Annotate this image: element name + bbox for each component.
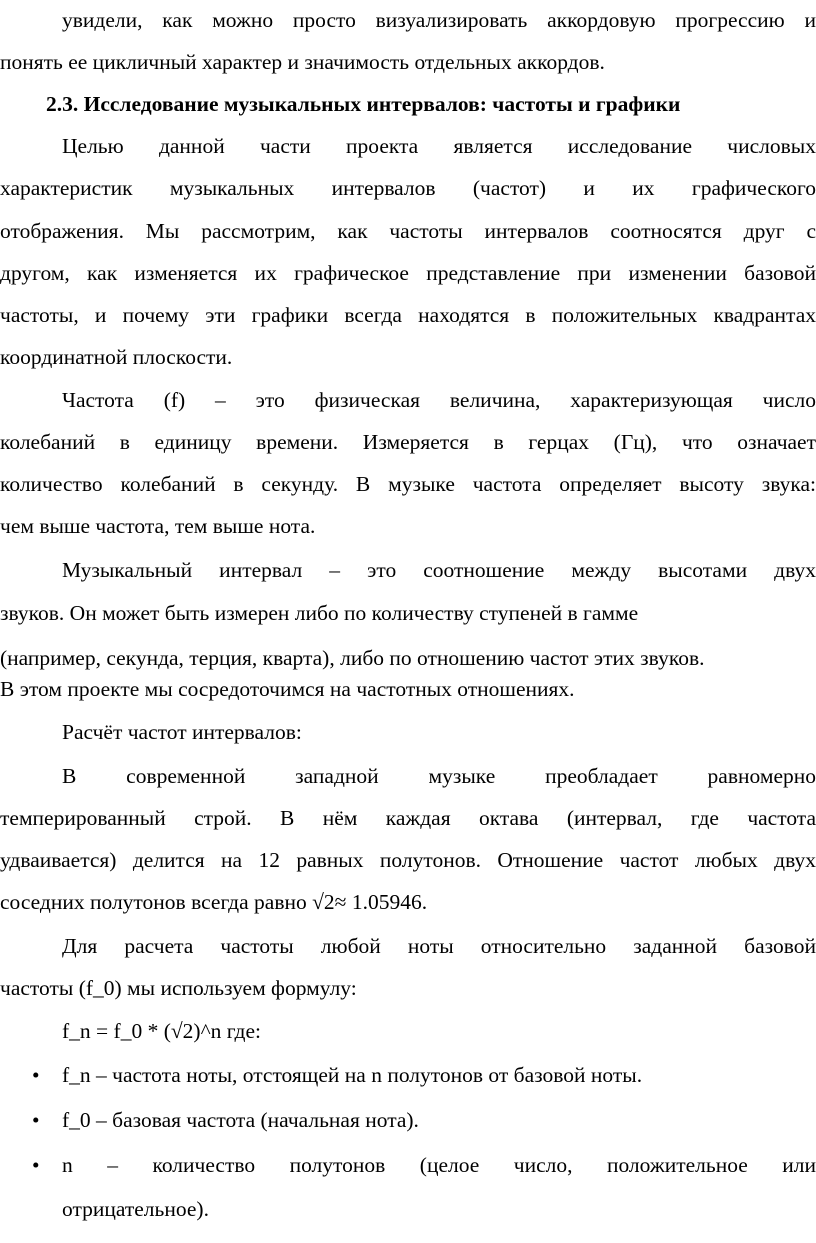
bullet-marker: • (32, 1063, 40, 1087)
formula-line: f_n = f_0 * (√2)^n где: (62, 1019, 261, 1043)
text-line: отображения. Мы рассмотрим, как частоты интервалов соотносятся друг с (0, 219, 816, 243)
text-line: чем выше частота, тем выше нота. (0, 514, 316, 538)
text-line: частоты (f_0) мы используем формулу: (0, 976, 357, 1000)
list-item-text: f_n – частота ноты, отстоящей на n полутонов от базовой ноты. (62, 1063, 643, 1087)
subsection-label: Расчёт частот интервалов: (62, 720, 302, 744)
text-line: другом, как изменяется их графическое представление при изменении базовой (0, 261, 816, 285)
text-line: количество колебаний в секунду. В музыке частота определяет высоту звука: (0, 472, 816, 496)
text-line: Частота (f) – это физическая величина, характеризующая число (62, 388, 816, 412)
text-line: звуков. Он может быть измерен либо по количеству ступеней в гамме (0, 601, 639, 625)
list-item-text: отрицательное). (62, 1197, 209, 1221)
text-line: удваивается) делится на 12 равных полутонов. Отношение частот любых двух (0, 848, 816, 872)
text-line: частоты, и почему эти графики всегда находятся в положительных квадрантах (0, 303, 816, 327)
list-item-text: n – количество полутонов (целое число, положительное или (62, 1153, 816, 1177)
text-line: увидели, как можно просто визуализировать аккордовую прогрессию и (62, 8, 816, 32)
bullet-marker: • (32, 1153, 40, 1177)
text-line: соседних полутонов всегда равно √2≈ 1.05946. (0, 890, 428, 914)
text-line: (например, секунда, терция, кварта), либо по отношению частот этих звуков. (0, 646, 705, 670)
text-line: В этом проекте мы сосредоточимся на частотных отношениях. (0, 677, 575, 701)
text-line: характеристик музыкальных интервалов (частот) и их графического (0, 176, 816, 200)
text-line: колебаний в единицу времени. Измеряется в герцах (Гц), что означает (0, 430, 816, 454)
text-line: темперированный строй. В нём каждая октава (интервал, где частота (0, 806, 816, 830)
text-line: понять ее цикличный характер и значимость отдельных аккордов. (0, 50, 605, 74)
text-line: В современной западной музыке преобладает равномерно (62, 764, 816, 788)
text-line: Целью данной части проекта является исследование числовых (62, 134, 816, 158)
text-line: Музыкальный интервал – это соотношение между высотами двух (62, 558, 816, 582)
section-heading: 2.3. Исследование музыкальных интервалов: частоты и графики (46, 92, 681, 116)
list-item-text: f_0 – базовая частота (начальная нота). (62, 1108, 419, 1132)
text-line: Для расчета частоты любой ноты относительно заданной базовой (62, 934, 816, 958)
bullet-marker: • (32, 1108, 40, 1132)
text-line: координатной плоскости. (0, 345, 233, 369)
